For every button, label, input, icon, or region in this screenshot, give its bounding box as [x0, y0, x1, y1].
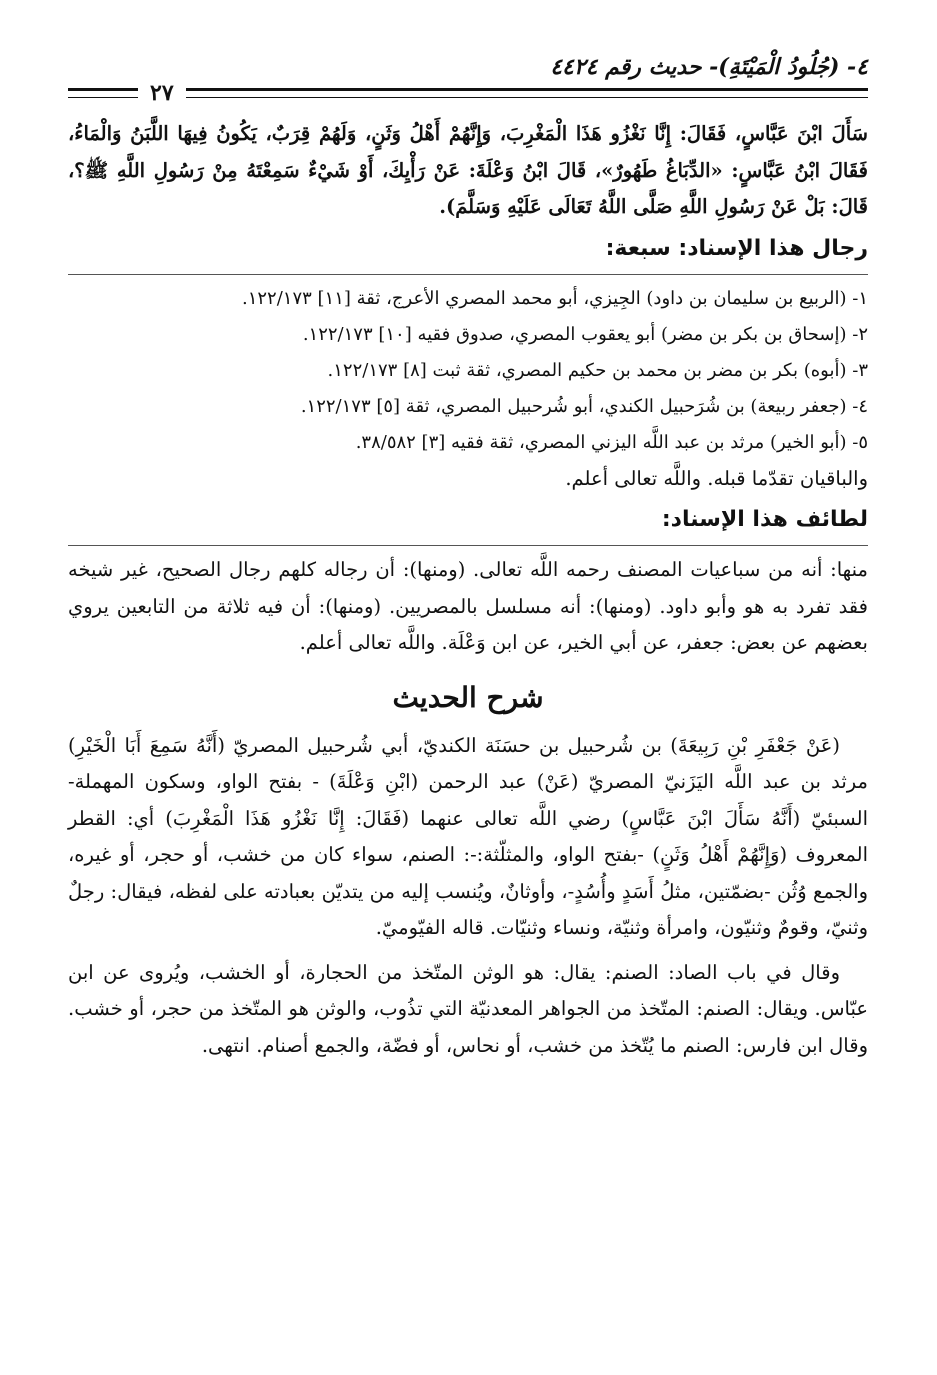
running-title: ٤- (جُلُودُ الْمَيْتَةِ)- حديث رقم ٤٤٢٤ [550, 54, 868, 80]
narrator-item: ٢- (إسحاق بن بكر بن مضر) أبو يعقوب المصري، صدوق فقيه [١٠] ١٢٢/١٧٣. [302, 323, 868, 345]
lataif-heading: لطائف هذا الإسناد: [661, 507, 868, 532]
narrator-item: ٣- (أبوه) بكر بن مضر بن محمد بن حكيم المصري، ثقة ثبت [٨] ١٢٢/١٧٣. [327, 359, 868, 381]
sharh-paragraph-2: وقال في باب الصاد: الصنم: يقال: هو الوثن المتّخذ من الحجارة، أو الخشب، ويُروى عن ابن عبّاس. ويقال: الصنم: المتّخذ من الجواهر المعدنيّة التي تذُوب، والوثن هو المتّخذ من حجر، أو خشب. وقال ابن فارس: الصنم ما يُتّخذ من خشب، أو نحاس، أو فضّة، والجمع أصنام. انتهى. [68, 960, 868, 1057]
narrator-list [68, 281, 868, 461]
lataif-heading-rule [68, 545, 868, 546]
sharh-title: شرح الحديث [392, 680, 544, 714]
page-number: ٢٧ [150, 80, 174, 106]
narrator-item: ١- (الربيع بن سليمان بن داود) الجِيزي، أبو محمد المصري الأعرج، ثقة [١١] ١٢٢/١٧٣. [241, 287, 868, 309]
narrators-heading-rule [68, 274, 868, 275]
sharh-paragraph-1: (عَنْ جَعْفَرِ بْنِ رَبِيعَةَ) بن شُرحبيل بن حسَنَة الكنديّ، أبي شُرحبيل المصريّ (أَنَّهُ سَمِعَ أَبَا الْخَيْرِ) مرثد بن عبد اللَّه اليَزَنيّ المصريّ (عَنْ) عبد الرحمن (ابْنِ وَعْلَةَ) - بفتح الواو، وسكون المهملة- السبئيّ (أَنَّهُ سَأَلَ ابْنَ عَبَّاسٍ) رضي اللَّه تعالى عنهما (فَقَالَ: إِنَّا نَغْزُو هَذَا الْمَغْرِبَ) أي: القطر المعروف (وَإِنَّهُمْ أَهْلُ وَثَنٍ) -بفتح الواو، والمثلّثة:-: الصنم، سواء كان من خشب، أو حجر، أو غيره، والجمع وُثُن -بضمّتين، مثلُ أَسَدٍ وأُسُدٍ-، وأوثانٌ، ويُنسب إليه من يتديّن بعبادته على لفظه، فيقال: رجلٌ وثنيّ، وقومٌ وثنيّون، وامرأة وثنيّة، ونساء وثنيّات. قاله الفيّوميّ. [68, 733, 868, 939]
header-rule-long [186, 88, 868, 98]
header-rule-short [68, 88, 138, 98]
narrators-closing: والباقيان تقدّما قبله. واللَّه تعالى أعلم. [565, 466, 868, 490]
page-header [68, 38, 868, 80]
document-page [68, 38, 868, 1064]
hadith-text: سَأَلَ ابْنَ عَبَّاسٍ، فَقَالَ: إِنَّا نَغْزُو هَذَا الْمَغْرِبَ، وَإِنَّهُمْ أَهْلُ وَثَنٍ، وَلَهُمْ قِرَبٌ، يَكُونُ فِيهَا اللَّبَنُ وَالْمَاءُ، فَقَالَ ابْنُ عَبَّاسٍ: «الدِّبَاغُ طَهُورٌ»، قَالَ ابْنُ وَعْلَةَ: عَنْ رَأْيِكَ، أَوْ شَيْءٌ سَمِعْتَهُ مِنْ رَسُولِ اللَّهِ ﷺ؟، قَالَ: بَلْ عَنْ رَسُولِ اللَّهِ صَلَّى اللَّهُ تَعَالَى عَلَيْهِ وَسَلَّمَ). [68, 122, 868, 218]
lataif-paragraph: منها: أنه من سباعيات المصنف رحمه اللَّه تعالى. (ومنها): أن رجاله كلهم رجال الصحيح، غير شيخه فقد تفرد به هو وأبو داود. (ومنها): أنه مسلسل بالمصريين. (ومنها): أن فيه ثلاثة من التابعين يروي بعضهم عن بعض: جعفر، عن أبي الخير، عن ابن وَعْلَة. واللَّه تعالى أعلم. [68, 558, 868, 654]
header-rule-row [68, 80, 868, 106]
narrators-heading: رجال هذا الإسناد: سبعة: [605, 235, 868, 261]
narrator-item: ٥- (أبو الخير) مرثد بن عبد اللَّه اليزني المصري، ثقة فقيه [٣] ٣٨/٥٨٢. [355, 431, 868, 453]
narrator-item: ٤- (جعفر ربيعة) بن شُرَحبيل الكندي، أبو شُرحبيل المصري، ثقة [٥] ١٢٢/١٧٣. [300, 395, 868, 417]
